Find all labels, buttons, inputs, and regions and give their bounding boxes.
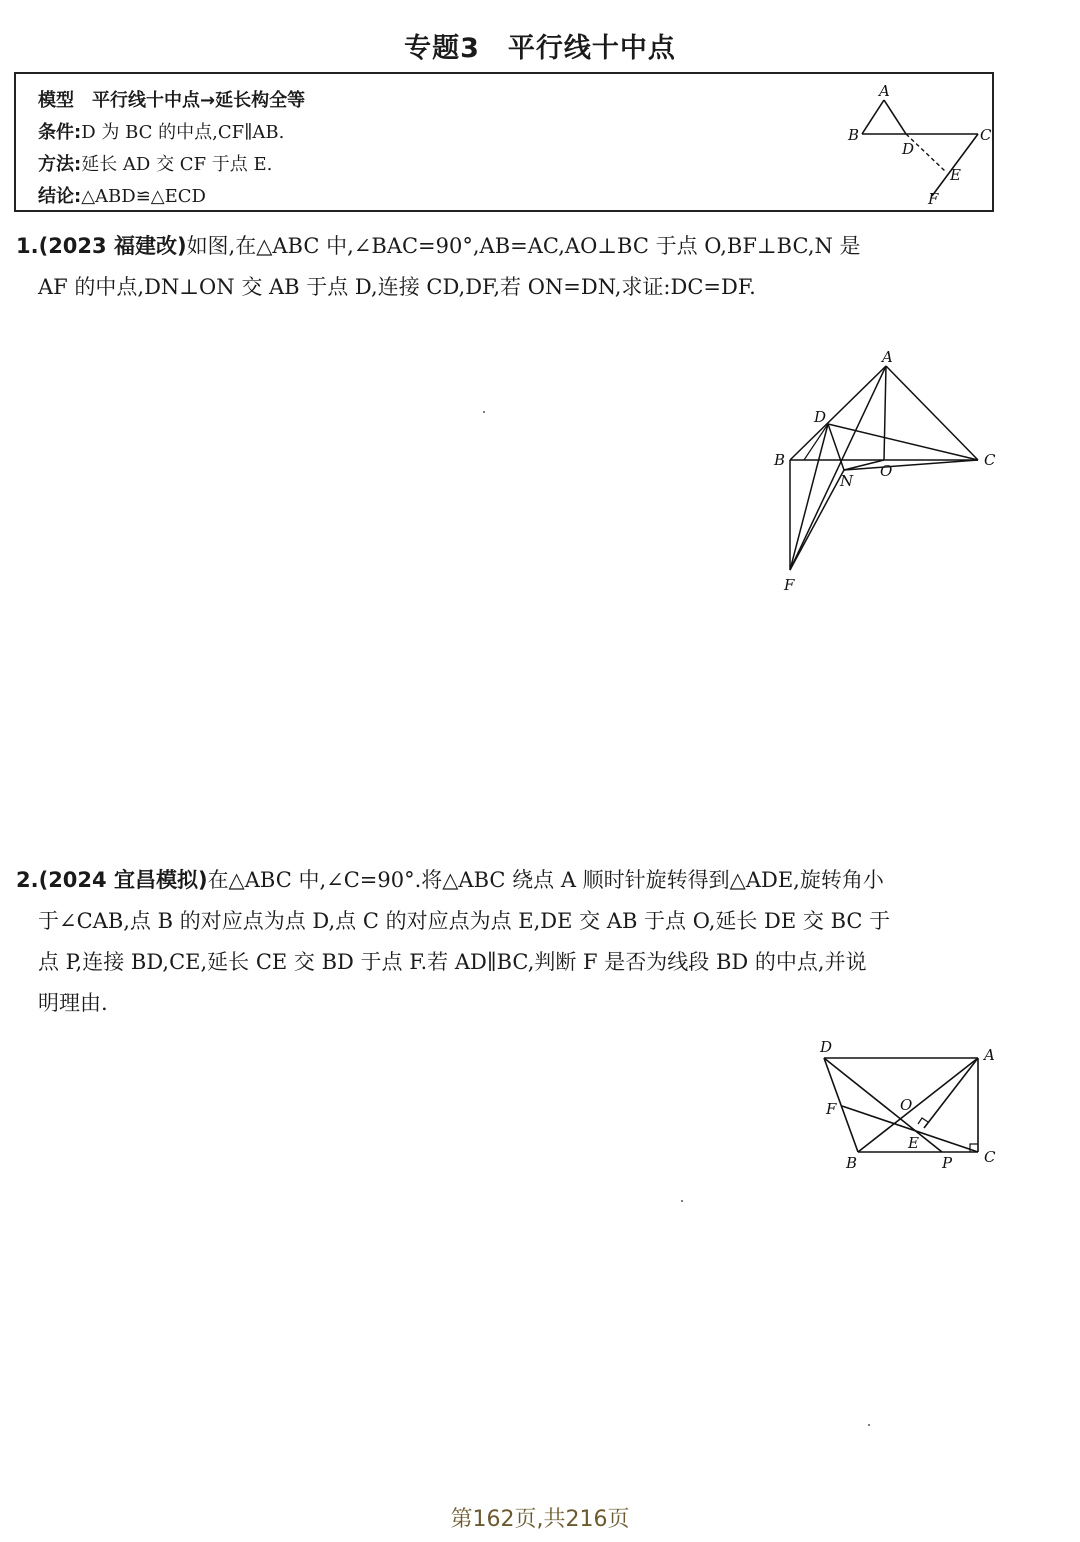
label-O: O bbox=[900, 1096, 913, 1114]
conclusion-line bbox=[38, 182, 206, 208]
label-P: P bbox=[942, 1154, 953, 1172]
scan-speck bbox=[868, 1424, 870, 1426]
conclusion-text: △ABD≌△ECD bbox=[81, 186, 206, 207]
label-C: C bbox=[984, 1148, 996, 1166]
label-C: C bbox=[984, 451, 996, 469]
problem-2-line-3: 点 P,连接 BD,CE,延长 CE 交 BD 于点 F.若 AD∥BC,判断 F 是否为线段 BD 的中点,并说 bbox=[38, 950, 867, 974]
method-text: 延长 AD 交 CF 于点 E. bbox=[81, 154, 273, 175]
label-D: D bbox=[902, 140, 915, 158]
label-O: O bbox=[880, 462, 893, 480]
topic-number: 专题3 bbox=[404, 33, 480, 64]
model-summary-box bbox=[14, 72, 994, 212]
label-N: N bbox=[840, 472, 854, 490]
label-C: C bbox=[980, 126, 992, 144]
problem-2-line-1 bbox=[16, 860, 996, 901]
label-B: B bbox=[848, 126, 860, 144]
segment-AD bbox=[884, 100, 906, 134]
segment-AB bbox=[790, 366, 886, 460]
label-A: A bbox=[882, 348, 893, 366]
label-D: D bbox=[814, 408, 827, 426]
label-A: A bbox=[879, 82, 890, 100]
page-footer: 第162页,共216页 bbox=[450, 1507, 630, 1532]
problem-text: 如图,在△ABC 中,∠BAC=90°,AB=AC,AO⊥BC 于点 O,BF⊥BC,N 是 bbox=[186, 234, 861, 258]
conclusion-label: 结论: bbox=[38, 186, 82, 207]
topic-name: 平行线十中点 bbox=[507, 33, 676, 64]
problem-2-line-2: 于∠CAB,点 B 的对应点为点 D,点 C 的对应点为点 E,DE 交 AB 于点 O,延长 DE 交 BC 于 bbox=[38, 909, 891, 933]
segment-DN bbox=[828, 424, 844, 470]
segment-AC bbox=[886, 366, 978, 460]
label-F: F bbox=[928, 190, 939, 206]
right-angle-mark-E bbox=[918, 1118, 928, 1124]
segment-NF bbox=[790, 470, 844, 570]
label-B: B bbox=[774, 451, 786, 469]
problem-number: 2. bbox=[16, 868, 39, 892]
label-E: E bbox=[950, 166, 961, 184]
problem-1-line-1 bbox=[16, 226, 996, 267]
label-F: F bbox=[784, 576, 795, 594]
segment-AO bbox=[884, 366, 886, 460]
problem-source: (2023 福建改) bbox=[38, 234, 187, 258]
scan-speck bbox=[681, 1200, 683, 1202]
segment-AB bbox=[862, 100, 884, 134]
model-figure bbox=[834, 82, 994, 206]
problem-source: (2024 宜昌模拟) bbox=[38, 868, 208, 892]
method-label: 方法: bbox=[38, 154, 82, 175]
segment-DF bbox=[790, 424, 828, 570]
scan-speck bbox=[483, 411, 485, 413]
method-line bbox=[38, 150, 272, 176]
label-F: F bbox=[826, 1100, 837, 1118]
label-B: B bbox=[846, 1154, 858, 1172]
problem-1-figure bbox=[764, 342, 1034, 598]
page-title bbox=[0, 26, 1080, 65]
model-label: 模型 bbox=[38, 90, 74, 111]
label-A: A bbox=[984, 1046, 995, 1064]
model-line bbox=[38, 86, 305, 112]
label-E: E bbox=[908, 1134, 919, 1152]
problem-2 bbox=[16, 860, 996, 1024]
problem-1-line-2: AF 的中点,DN⊥ON 交 AB 于点 D,连接 CD,DF,若 ON=DN,求证:DC=DF. bbox=[38, 275, 756, 299]
condition-label: 条件: bbox=[38, 122, 82, 143]
problem-1 bbox=[16, 226, 996, 308]
condition-line bbox=[38, 118, 284, 144]
problem-2-line-4: 明理由. bbox=[38, 991, 108, 1015]
model-name: 平行线十中点→延长构全等 bbox=[92, 90, 306, 111]
problem-2-figure bbox=[812, 1036, 1012, 1176]
problem-text: 在△ABC 中,∠C=90°.将△ABC 绕点 A 顺时针旋转得到△ADE,旋转角小 bbox=[207, 868, 884, 892]
label-D: D bbox=[820, 1038, 833, 1056]
problem-number: 1. bbox=[16, 234, 39, 258]
condition-text: D 为 BC 的中点,CF∥AB. bbox=[81, 122, 285, 143]
